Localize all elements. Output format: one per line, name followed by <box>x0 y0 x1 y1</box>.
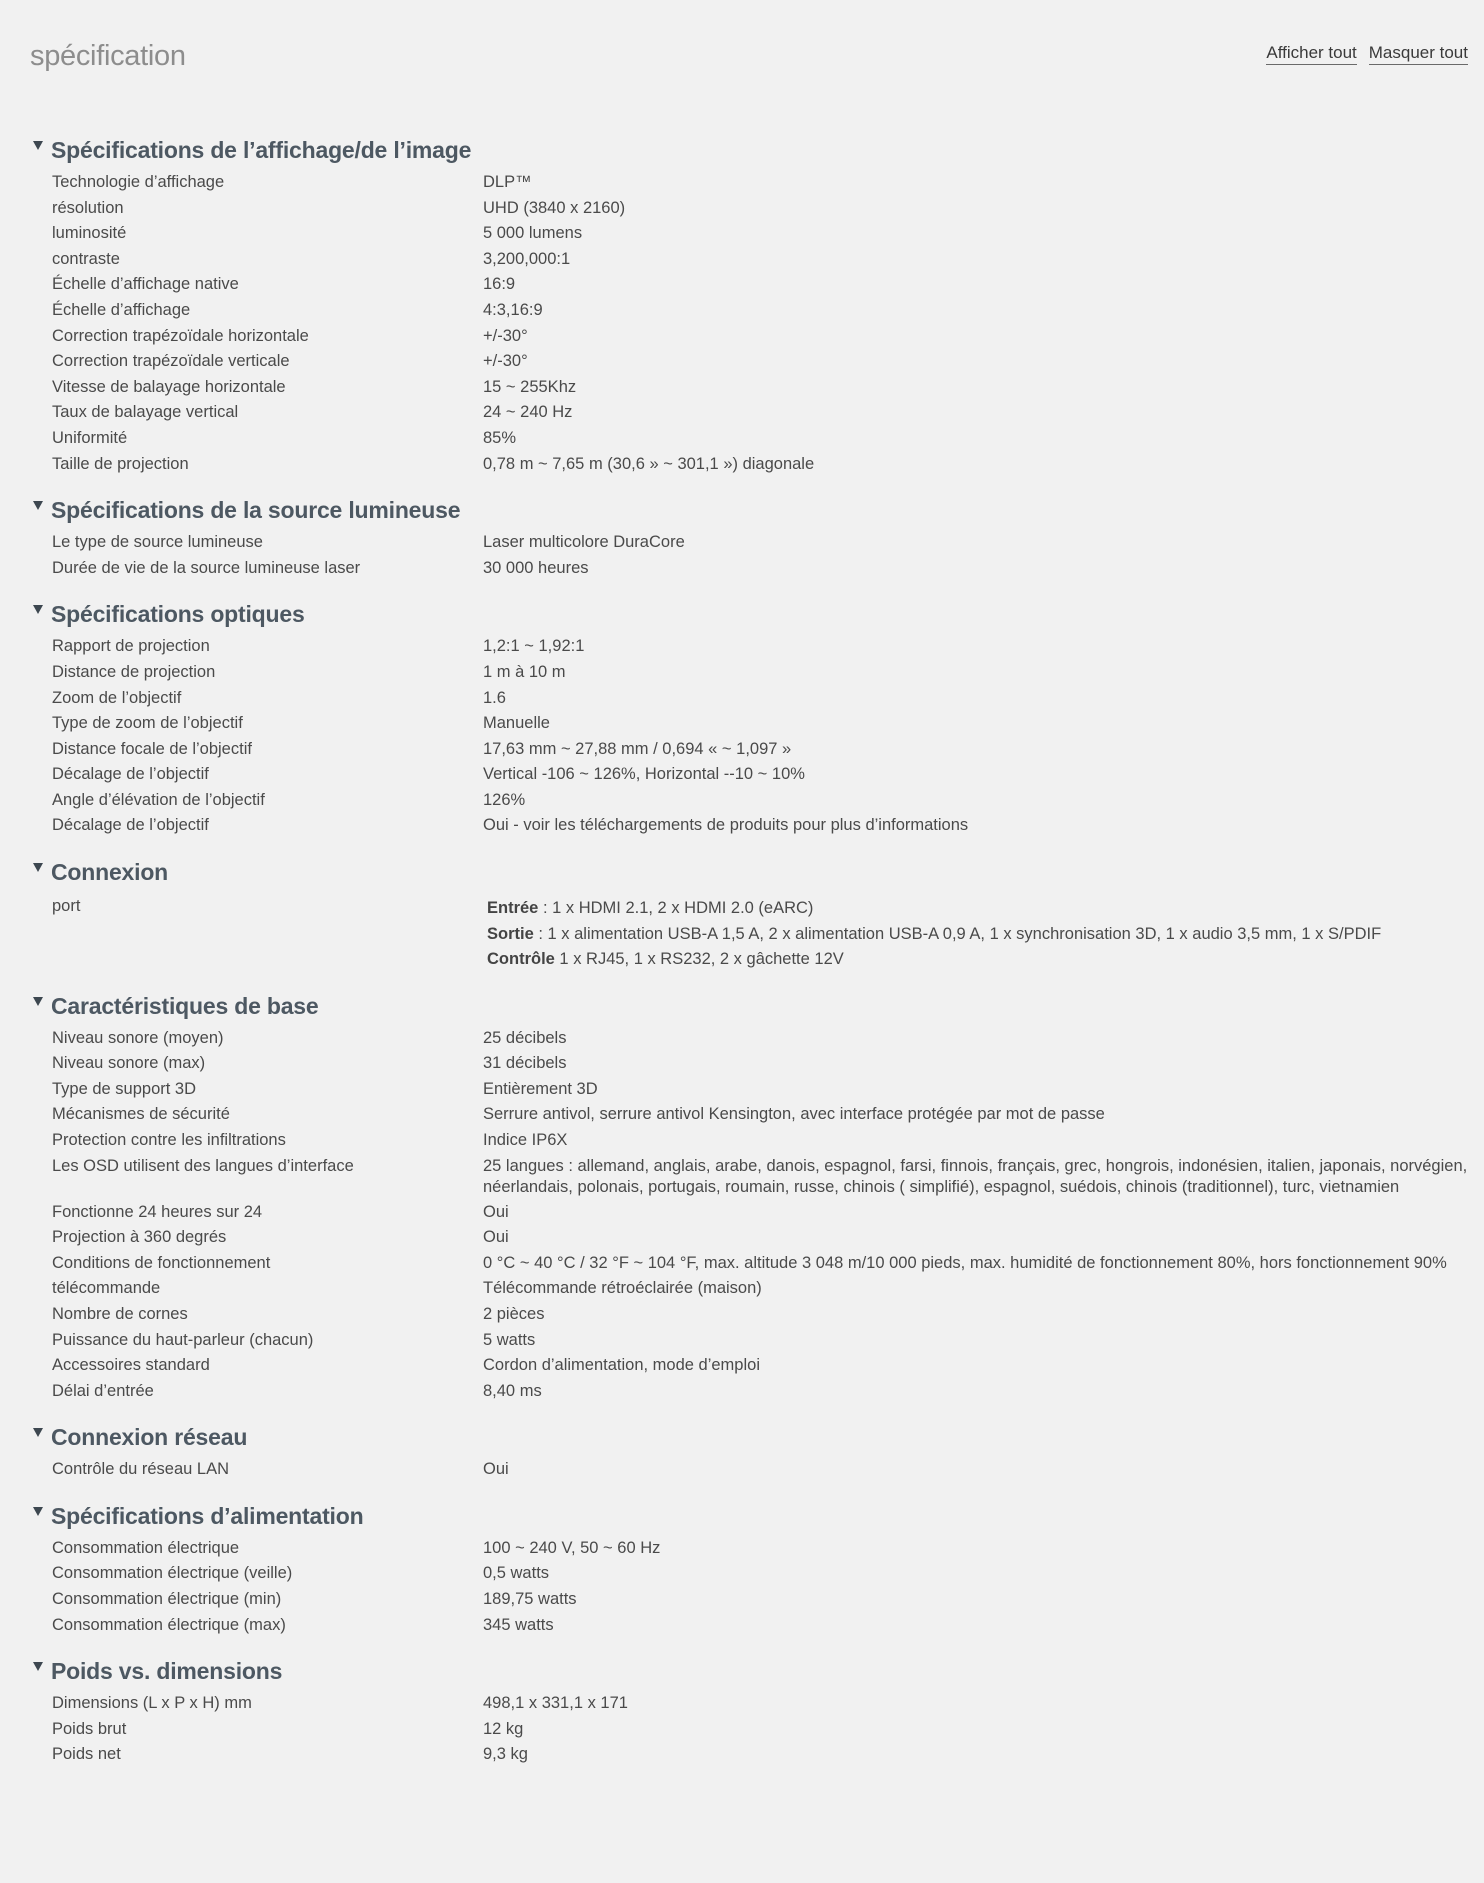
spec-label: Uniformité <box>52 428 128 447</box>
spec-row <box>0 530 1484 556</box>
spec-value: Oui <box>483 1460 509 1479</box>
spec-section <box>0 1419 1484 1483</box>
spec-value: 345 watts <box>483 1615 554 1634</box>
expand-triangle-icon <box>33 1428 43 1437</box>
section-title: Caractéristiques de base <box>51 992 319 1019</box>
spec-label: Mécanismes de sécurité <box>52 1105 230 1124</box>
port-line-text: 1 x RJ45, 1 x RS232, 2 x gâchette 12V <box>554 950 844 969</box>
spec-value: Entièrement 3D <box>483 1079 598 1098</box>
spec-label: Poids brut <box>52 1719 127 1738</box>
port-line-key: Sortie <box>487 924 534 943</box>
spec-value: 5 000 lumens <box>483 224 583 243</box>
spec-value: 4:3,16:9 <box>483 300 543 319</box>
spec-value: 1,2:1 ~ 1,92:1 <box>483 637 585 656</box>
spec-row <box>0 1102 1484 1128</box>
spec-rows <box>0 1455 1484 1483</box>
spec-value: 85% <box>483 428 517 447</box>
spec-label: Protection contre les infiltrations <box>52 1130 286 1149</box>
spec-label: Niveau sonore (max) <box>52 1054 206 1073</box>
spec-value: 25 décibels <box>483 1028 567 1047</box>
spec-row <box>0 1379 1484 1405</box>
spec-label: Taux de balayage vertical <box>52 403 239 422</box>
spec-rows <box>0 1689 1484 1768</box>
spec-value: +/-30° <box>483 326 528 345</box>
spec-label: Angle d’élévation de l’objectif <box>52 790 265 809</box>
spec-row <box>0 1276 1484 1302</box>
spec-label: Rapport de projection <box>52 637 210 656</box>
spec-label: Décalage de l’objectif <box>52 816 209 835</box>
expand-triangle-icon <box>33 997 43 1006</box>
spec-value: 1.6 <box>483 688 506 707</box>
spec-row <box>0 556 1484 582</box>
section-title: Spécifications optiques <box>51 601 305 628</box>
section-title: Poids vs. dimensions <box>51 1658 283 1685</box>
spec-value: DLP™ <box>483 173 532 191</box>
spec-row <box>0 1026 1484 1052</box>
expand-triangle-icon <box>33 1662 43 1671</box>
spec-label: Décalage de l’objectif <box>52 765 209 784</box>
spec-value: Laser multicolore DuraCore <box>483 533 685 552</box>
spec-row <box>0 1128 1484 1154</box>
spec-value: 12 kg <box>483 1719 524 1738</box>
spec-row <box>0 634 1484 660</box>
spec-value: Cordon d’alimentation, mode d’emploi <box>483 1356 760 1375</box>
expand-triangle-icon <box>33 605 43 614</box>
spec-value: Indice IP6X <box>483 1130 568 1149</box>
spec-row <box>0 1742 1484 1768</box>
spec-value: 126% <box>483 790 526 809</box>
spec-label: Dimensions (L x P x H) mm <box>52 1694 252 1713</box>
spec-value: 16:9 <box>483 275 516 294</box>
spec-rows <box>0 528 1484 581</box>
spec-sections <box>0 132 1484 1783</box>
spec-value: 498,1 x 331,1 x 171 <box>483 1694 628 1713</box>
spec-label: résolution <box>52 198 124 217</box>
section-header[interactable] <box>33 1653 1484 1689</box>
spec-row <box>0 1302 1484 1328</box>
spec-section <box>0 492 1484 581</box>
spec-row <box>0 298 1484 324</box>
spec-value: 17,63 mm ~ 27,88 mm / 0,694 « ~ 1,097 » <box>483 739 792 758</box>
spec-label: Consommation électrique (veille) <box>52 1564 293 1583</box>
spec-rows <box>0 632 1484 839</box>
port-line-key: Entrée <box>487 899 539 918</box>
spec-label: Les OSD utilisent des langues d’interface <box>52 1156 354 1175</box>
spec-label: Échelle d’affichage <box>52 300 191 319</box>
spec-value: Serrure antivol, serrure antivol Kensington, avec interface protégée par mot de passe <box>483 1105 1105 1124</box>
spec-value: Télécommande rétroéclairée (maison) <box>483 1279 762 1298</box>
spec-label: contraste <box>52 249 120 268</box>
spec-row <box>0 1691 1484 1717</box>
section-title: Spécifications de l’affichage/de l’image <box>51 137 472 163</box>
spec-label: Délai d’entrée <box>52 1381 154 1400</box>
spec-value: UHD (3840 x 2160) <box>483 198 626 217</box>
spec-row <box>0 247 1484 273</box>
spec-value: Manuelle <box>483 714 550 733</box>
spec-label: Durée de vie de la source lumineuse laser <box>52 558 361 577</box>
spec-row <box>0 324 1484 350</box>
spec-label: Consommation électrique (min) <box>52 1590 282 1609</box>
spec-label: Contrôle du réseau LAN <box>52 1460 230 1479</box>
show-all-link[interactable]: Afficher tout <box>1266 43 1356 65</box>
port-line <box>487 896 1484 922</box>
spec-label: Échelle d’affichage native <box>52 275 239 294</box>
spec-rows <box>0 1024 1484 1405</box>
spec-label: Correction trapézoïdale horizontale <box>52 326 309 345</box>
spec-value: 31 décibels <box>483 1054 567 1073</box>
spec-value: Oui - voir les téléchargements de produits pour plus d’informations <box>483 816 969 835</box>
spec-section <box>0 854 1484 973</box>
spec-row <box>0 1717 1484 1743</box>
spec-rows <box>0 890 1484 973</box>
port-line <box>487 947 1484 973</box>
spec-row <box>0 660 1484 686</box>
spec-value: 24 ~ 240 Hz <box>483 403 573 422</box>
expand-triangle-icon <box>33 863 43 872</box>
spec-label: Puissance du haut-parleur (chacun) <box>52 1330 314 1349</box>
spec-label: Correction trapézoïdale verticale <box>52 352 290 371</box>
spec-label: Technologie d’affichage <box>52 173 225 191</box>
spec-section <box>0 1498 1484 1638</box>
section-header[interactable] <box>33 988 1484 1024</box>
port-line-text: : 1 x alimentation USB-A 1,5 A, 2 x alimentation USB-A 0,9 A, 1 x synchronisation 3D, 1 x audio 3,5 mm, 1 x S/PDIF <box>533 924 1382 943</box>
spec-label: Niveau sonore (moyen) <box>52 1028 224 1047</box>
section-title: Spécifications de la source lumineuse <box>51 497 461 524</box>
spec-row <box>0 1353 1484 1379</box>
spec-label: Zoom de l’objectif <box>52 688 182 707</box>
spec-row <box>0 711 1484 737</box>
expand-triangle-icon <box>33 141 43 150</box>
spec-row <box>0 1587 1484 1613</box>
spec-value: 25 langues : allemand, anglais, arabe, danois, espagnol, farsi, finnois, français, grec, hongrois, indonésien, italien, japonais, norvégien, néerlandais, polonais, portugais, roumain, russe, chinois ( simplifié), espagnol, suédois, chinois (traditionnel), turc, vietnamien <box>483 1156 1468 1196</box>
spec-row-port <box>0 894 1484 973</box>
port-lines <box>483 894 1484 973</box>
section-title: Connexion réseau <box>51 1424 248 1451</box>
section-title: Connexion <box>51 859 169 886</box>
spec-row <box>0 813 1484 839</box>
section-header[interactable] <box>33 1419 1484 1455</box>
spec-label: Le type de source lumineuse <box>52 533 263 552</box>
port-line-key: Contrôle <box>487 950 555 969</box>
spec-row <box>0 452 1484 478</box>
spec-value: 3,200,000:1 <box>483 249 571 268</box>
spec-value: 9,3 kg <box>483 1745 528 1764</box>
spec-value: 189,75 watts <box>483 1590 577 1609</box>
spec-label: Vitesse de balayage horizontale <box>52 377 286 396</box>
spec-label: Consommation électrique <box>52 1538 240 1557</box>
spec-row <box>0 1613 1484 1639</box>
section-header[interactable] <box>33 596 1484 632</box>
spec-value: 100 ~ 240 V, 50 ~ 60 Hz <box>483 1538 661 1557</box>
spec-row <box>0 1536 1484 1562</box>
spec-row <box>0 686 1484 712</box>
expand-triangle-icon <box>33 501 43 510</box>
spec-label: Consommation électrique (max) <box>52 1615 286 1634</box>
spec-value: Vertical -106 ~ 126%, Horizontal --10 ~ 10% <box>483 765 805 784</box>
spec-value: 30 000 heures <box>483 558 589 577</box>
spec-label: Poids net <box>52 1745 121 1764</box>
spec-value: 8,40 ms <box>483 1381 542 1400</box>
spec-row <box>0 1561 1484 1587</box>
spec-row <box>0 1077 1484 1103</box>
expand-triangle-icon <box>33 1507 43 1516</box>
spec-value: 0,78 m ~ 7,65 m (30,6 » ~ 301,1 ») diagonale <box>483 454 815 473</box>
spec-section <box>0 132 1484 477</box>
spec-row <box>0 1200 1484 1226</box>
spec-row <box>0 400 1484 426</box>
spec-value: 1 m à 10 m <box>483 662 566 681</box>
spec-row <box>0 221 1484 247</box>
spec-label: Distance focale de l’objectif <box>52 739 252 758</box>
spec-rows <box>0 168 1484 477</box>
spec-label: Nombre de cornes <box>52 1304 188 1323</box>
spec-row <box>0 170 1484 196</box>
section-header[interactable] <box>33 1498 1484 1534</box>
section-header[interactable] <box>33 854 1484 890</box>
spec-value: Oui <box>483 1228 509 1247</box>
spec-section <box>0 596 1484 839</box>
spec-label: port <box>52 897 81 916</box>
spec-label: télécommande <box>52 1279 161 1298</box>
spec-label: Distance de projection <box>52 662 216 681</box>
spec-row <box>0 272 1484 298</box>
spec-row <box>0 426 1484 452</box>
toolbar <box>1266 43 1468 65</box>
section-header[interactable] <box>33 132 1484 168</box>
port-line-text: : 1 x HDMI 2.1, 2 x HDMI 2.0 (eARC) <box>538 899 814 918</box>
hide-all-link[interactable]: Masquer tout <box>1369 43 1468 65</box>
spec-row <box>0 349 1484 375</box>
spec-label: Taille de projection <box>52 454 189 473</box>
spec-value: 2 pièces <box>483 1304 545 1323</box>
spec-row <box>0 1154 1484 1200</box>
spec-row <box>0 1251 1484 1277</box>
spec-label: Projection à 360 degrés <box>52 1228 227 1247</box>
spec-row <box>0 1328 1484 1354</box>
spec-label: Type de zoom de l’objectif <box>52 714 243 733</box>
section-header[interactable] <box>33 492 1484 528</box>
spec-label: luminosité <box>52 224 127 243</box>
spec-label: Accessoires standard <box>52 1356 210 1375</box>
spec-label: Conditions de fonctionnement <box>52 1253 271 1272</box>
spec-row <box>0 737 1484 763</box>
spec-value: 5 watts <box>483 1330 536 1349</box>
spec-row <box>0 1051 1484 1077</box>
spec-value: 0 °C ~ 40 °C / 32 °F ~ 104 °F, max. altitude 3 048 m/10 000 pieds, max. humidité de fonctionnement 80%, hors fonctionnement 90% <box>483 1253 1447 1272</box>
section-title: Spécifications d’alimentation <box>51 1502 364 1529</box>
spec-value: 0,5 watts <box>483 1564 550 1583</box>
port-line <box>487 922 1484 948</box>
spec-value: +/-30° <box>483 352 528 371</box>
spec-section <box>0 988 1484 1405</box>
spec-value: 15 ~ 255Khz <box>483 377 577 396</box>
spec-row <box>0 375 1484 401</box>
spec-row <box>0 762 1484 788</box>
spec-row <box>0 788 1484 814</box>
spec-label: Type de support 3D <box>52 1079 197 1098</box>
spec-label: Fonctionne 24 heures sur 24 <box>52 1202 263 1221</box>
spec-value: Oui <box>483 1202 509 1221</box>
spec-row <box>0 1225 1484 1251</box>
page-title: spécification <box>30 40 186 72</box>
spec-row <box>0 196 1484 222</box>
spec-section <box>0 1653 1484 1768</box>
spec-row <box>0 1457 1484 1483</box>
spec-rows <box>0 1534 1484 1638</box>
